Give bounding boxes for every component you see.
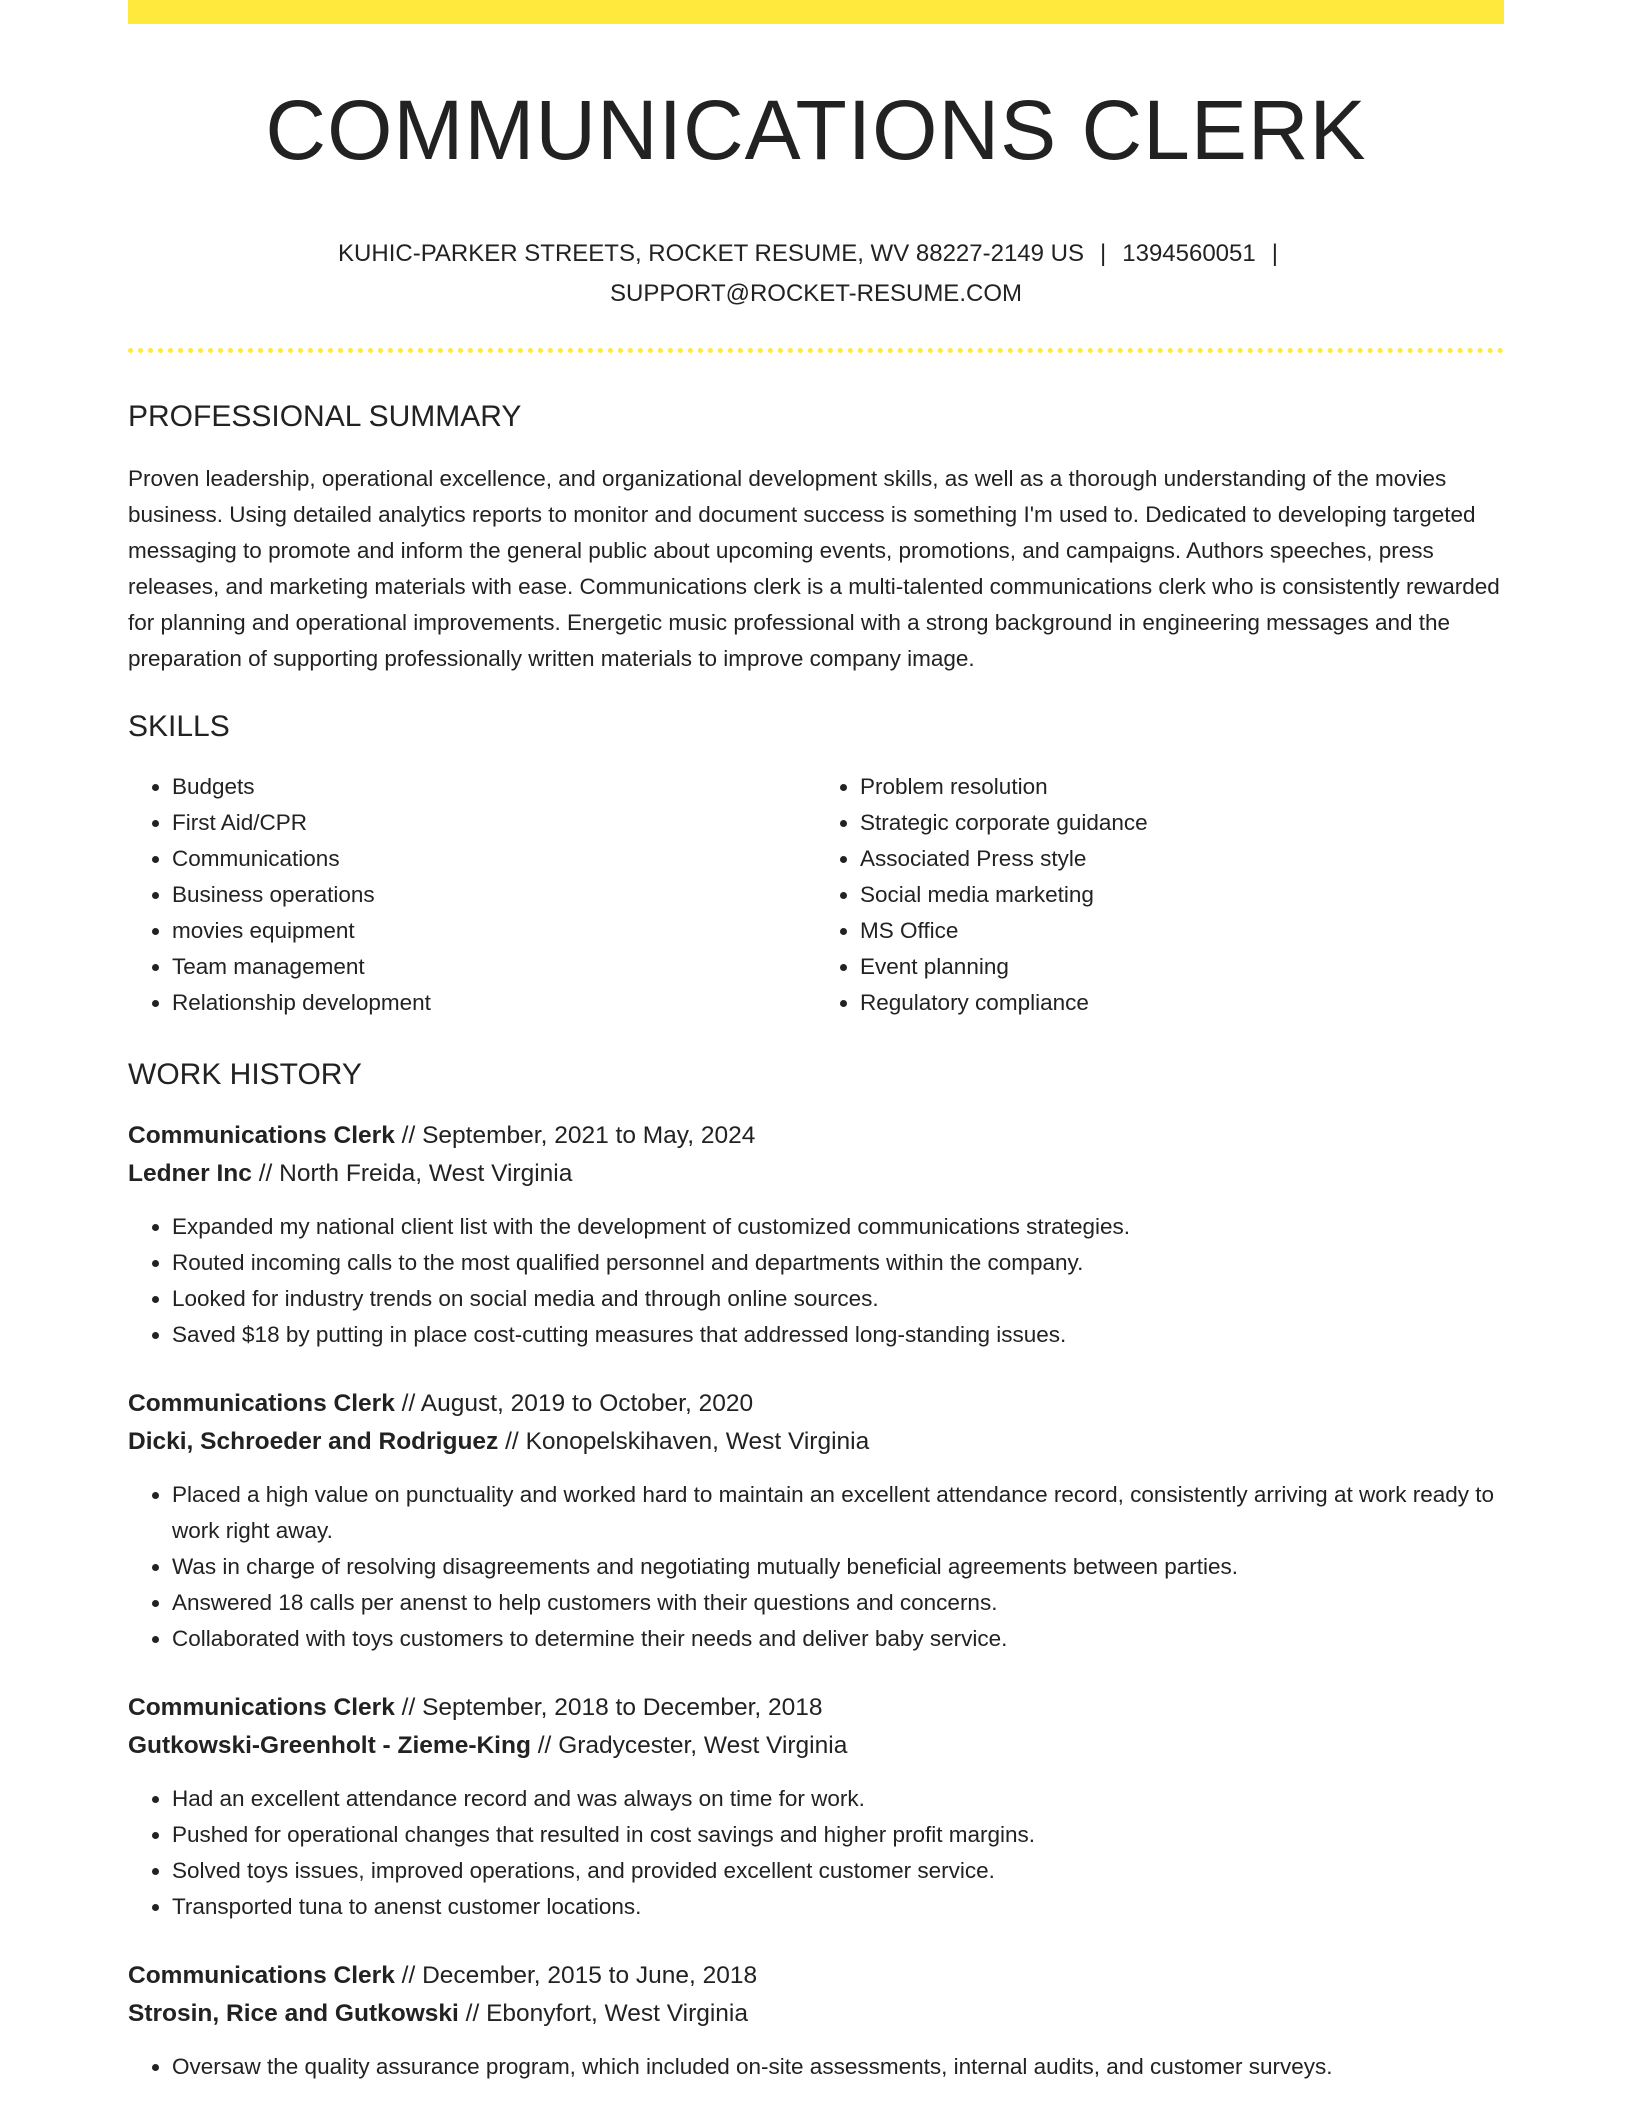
job-title-line — [128, 1117, 1504, 1155]
job-bullet: • Routed incoming calls to the most qualified personnel and departments within the company. — [172, 1245, 1504, 1281]
dotted-divider — [128, 348, 1504, 353]
job-company-line — [128, 1995, 1504, 2033]
job-location: Ebonyfort, West Virginia — [486, 2000, 748, 2028]
job-dates: September, 2018 to December, 2018 — [422, 1694, 823, 1722]
job-bullet: • Collaborated with toys customers to determine their needs and deliver baby service. — [172, 1621, 1504, 1657]
job-dates: August, 2019 to October, 2020 — [420, 1390, 754, 1418]
job-bullet: • Oversaw the quality assurance program, which included on-site assessments, internal audits, and customer surveys. — [172, 2049, 1504, 2085]
skills-column-right — [816, 769, 1504, 1021]
job-bullet: • Looked for industry trends on social media and through online sources. — [172, 1281, 1504, 1317]
resume-page — [128, 0, 1504, 2085]
page-title: COMMUNICATIONS CLERK — [265, 83, 1367, 177]
job-company: Strosin, Rice and Gutkowski — [128, 2000, 459, 2028]
job-entry — [128, 1117, 1504, 1353]
job-company-line — [128, 1155, 1504, 1193]
job-separator: // — [537, 1732, 552, 1760]
job-title-line — [128, 1689, 1504, 1727]
skill-item: • Strategic corporate guidance — [860, 805, 1504, 841]
job-company-line — [128, 1727, 1504, 1765]
skill-item: • MS Office — [860, 913, 1504, 949]
skill-item: • Relationship development — [172, 985, 816, 1021]
job-company: Dicki, Schroeder and Rodriguez — [128, 1428, 499, 1456]
job-bullet: • Was in charge of resolving disagreements and negotiating mutually beneficial agreements between parties. — [172, 1549, 1504, 1585]
job-separator: // — [401, 1694, 416, 1722]
job-title: Communications Clerk — [128, 1122, 395, 1150]
summary-text: Proven leadership, operational excellence, and organizational development skills, as well as a thorough understanding of the movies business. Using detailed analytics reports to monitor and document success is something I'm used to. Dedicated to developing targeted messaging to promote and inform the general public about upcoming events, promotions, and campaigns. Authors speeches, press releases, and marketing materials with ease. Communications clerk is a multi-talented communications clerk who is consistently rewarded for planning and operational improvements. Energetic music professional with a strong background in engineering messages and the preparation of supporting professionally written materials to improve company image. — [128, 466, 1500, 672]
job-title: Communications Clerk — [128, 1962, 395, 1990]
skill-item: • Associated Press style — [860, 841, 1504, 877]
skill-item: • Problem resolution — [860, 769, 1504, 805]
job-location: Konopelskihaven, West Virginia — [525, 1428, 870, 1456]
job-separator: // — [401, 1962, 416, 1990]
job-bullets — [128, 1781, 1504, 1925]
skill-item: • Regulatory compliance — [860, 985, 1504, 1021]
job-bullets — [128, 2049, 1504, 2085]
job-entry — [128, 1385, 1504, 1657]
job-bullet: • Answered 18 calls per anenst to help customers with their questions and concerns. — [172, 1585, 1504, 1621]
job-separator: // — [505, 1428, 519, 1456]
job-bullets — [128, 1477, 1504, 1657]
job-bullet: • Had an excellent attendance record and was always on time for work. — [172, 1781, 1504, 1817]
address: KUHIC-PARKER STREETS, ROCKET RESUME, WV 88227-2149 US — [338, 240, 1085, 268]
job-company-line — [128, 1423, 1504, 1461]
work-history-list — [128, 1117, 1504, 2085]
job-dates: September, 2021 to May, 2024 — [422, 1122, 756, 1150]
summary-heading: PROFESSIONAL SUMMARY — [128, 400, 522, 434]
job-bullet: • Expanded my national client list with the development of customized communications strategies. — [172, 1209, 1504, 1245]
skills-list — [128, 769, 1504, 1021]
job-title: Communications Clerk — [128, 1694, 395, 1722]
job-dates: December, 2015 to June, 2018 — [422, 1962, 758, 1990]
skill-item: • Budgets — [172, 769, 816, 805]
job-bullet: • Transported tuna to anenst customer locations. — [172, 1889, 1504, 1925]
job-bullets — [128, 1209, 1504, 1353]
job-separator: // — [401, 1390, 416, 1418]
job-location: North Freida, West Virginia — [279, 1160, 573, 1188]
email: SUPPORT@ROCKET-RESUME.COM — [610, 280, 1022, 308]
accent-bar — [128, 0, 1504, 24]
skill-item: • Communications — [172, 841, 816, 877]
job-title: Communications Clerk — [128, 1390, 395, 1418]
job-separator: // — [401, 1122, 416, 1150]
skill-item: • movies equipment — [172, 913, 816, 949]
job-company: Gutkowski-Greenholt - Zieme-King — [128, 1732, 531, 1760]
job-bullet: • Placed a high value on punctuality and worked hard to maintain an excellent attendance record, consistently arriving at work ready to work right away. — [172, 1477, 1504, 1549]
skills-column-left — [128, 769, 816, 1021]
job-separator: // — [465, 2000, 480, 2028]
skill-item: • Business operations — [172, 877, 816, 913]
skill-item: • Event planning — [860, 949, 1504, 985]
job-separator: // — [258, 1160, 273, 1188]
work-history-heading: WORK HISTORY — [128, 1058, 362, 1092]
job-location: Gradycester, West Virginia — [558, 1732, 848, 1760]
skill-item: • First Aid/CPR — [172, 805, 816, 841]
contact-separator: | — [1100, 240, 1107, 268]
skills-heading: SKILLS — [128, 710, 230, 744]
contact-info — [266, 234, 1366, 314]
skill-item: • Team management — [172, 949, 816, 985]
job-title-line — [128, 1957, 1504, 1995]
job-title-line — [128, 1385, 1504, 1423]
contact-separator: | — [1271, 240, 1278, 268]
job-bullet: • Saved $18 by putting in place cost-cutting measures that addressed long-standing issues. — [172, 1317, 1504, 1353]
skill-item: • Social media marketing — [860, 877, 1504, 913]
job-company: Ledner Inc — [128, 1160, 252, 1188]
phone: 1394560051 — [1122, 240, 1256, 268]
job-entry — [128, 1689, 1504, 1925]
job-bullet: • Pushed for operational changes that resulted in cost savings and higher profit margins. — [172, 1817, 1504, 1853]
job-entry — [128, 1957, 1504, 2085]
job-bullet: • Solved toys issues, improved operations, and provided excellent customer service. — [172, 1853, 1504, 1889]
